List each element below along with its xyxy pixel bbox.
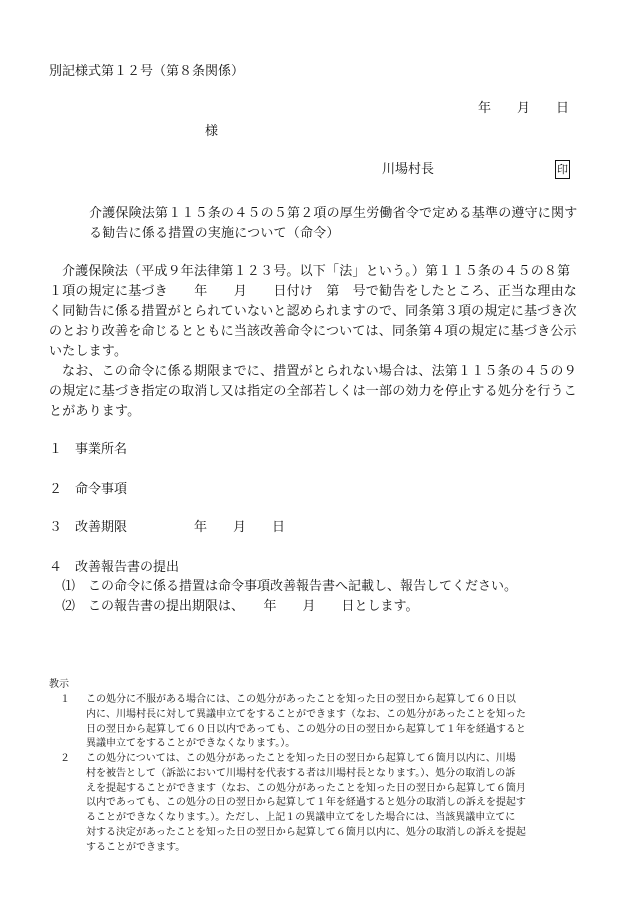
notice-line: えを提起することができます（なお、この処分があったことを知った日の翌日から起算して６箇月 bbox=[86, 782, 526, 794]
sub-item-number: ⑴ bbox=[62, 579, 76, 594]
form-number: 別記様式第１２号（第８条関係） bbox=[49, 64, 245, 79]
item-report-submission: ４ 改善報告書の提出 bbox=[49, 560, 180, 575]
notice-line: 日の翌日から起算して６０日以内であっても、この処分の日の翌日から起算して１年を経過すると bbox=[86, 723, 526, 735]
item-order-matters: ２ 命令事項 bbox=[49, 482, 128, 497]
notice-item-1 bbox=[60, 693, 586, 753]
addressee-suffix: 様 bbox=[205, 124, 219, 139]
notice-line: することができます。 bbox=[86, 841, 186, 853]
seal-mark: 印 bbox=[555, 160, 570, 179]
body-line: いたします。 bbox=[49, 344, 128, 359]
body-line: の規定に基づき指定の取消し又は指定の全部若しくは一部の効力を停止する処分を行うこ bbox=[49, 384, 578, 399]
body-text bbox=[49, 262, 609, 422]
notice-heading: 教示 bbox=[49, 679, 69, 690]
body-line: なお、この命令に係る期限までに、措置がとられない場合は、法第１１５条の４５の９ bbox=[62, 364, 577, 379]
subject bbox=[89, 204, 599, 244]
body-line: く同勧告に係る措置がとられていないと認められますので、同条第３項の規定に基づき次 bbox=[49, 304, 577, 319]
body-line: 介護保険法（平成９年法律第１２３号。以下「法」という。）第１１５条の４５の８第 bbox=[62, 264, 571, 279]
notice-line: 対する決定があったことを知った日の翌日から起算して６箇月以内に、処分の取消しの訴えを提起 bbox=[86, 826, 526, 838]
sub-item-2 bbox=[62, 597, 418, 617]
notice-item-2 bbox=[60, 752, 586, 857]
sub-item-text: この命令に係る措置は命令事項改善報告書へ記載し、報告してください。 bbox=[88, 579, 518, 594]
notice-line: ることができなくなります。）。ただし、上記１の異議申立てをした場合には、当該異議申立てに bbox=[86, 812, 516, 824]
body-line: １項の規定に基づき 年 月 日付け 第 号で勧告をしたところ、正当な理由な bbox=[49, 284, 578, 299]
notice-item-text bbox=[86, 693, 586, 752]
notice-item-number: ２ bbox=[60, 753, 70, 764]
notice-item-number: １ bbox=[60, 694, 70, 705]
notice-line: 異議申立てをすることができなくなります。）。 bbox=[86, 738, 296, 750]
item-deadline-label: ３ 改善期限 bbox=[49, 520, 128, 535]
item-office-name: １ 事業所名 bbox=[49, 442, 128, 457]
issuer-name: 川場村長 bbox=[382, 162, 435, 177]
notice-line: この処分に不服がある場合には、この処分があったことを知った日の翌日から起算して６０日以 bbox=[86, 694, 516, 705]
sub-item-1 bbox=[62, 577, 517, 597]
subject-line: る勧告に係る措置の実施について（命令） bbox=[89, 226, 340, 241]
notice-item-text bbox=[86, 752, 586, 856]
body-line: とがあります。 bbox=[49, 404, 141, 419]
date-line: 年 月 日 bbox=[478, 101, 570, 116]
item-deadline-date: 年 月 日 bbox=[194, 520, 286, 535]
sub-item-number: ⑵ bbox=[62, 599, 76, 614]
sub-item-text: この報告書の提出期限は、 年 月 日とします。 bbox=[88, 599, 419, 614]
notice-line: 村を被告として（訴訟において川場村を代表する者は川場村長となります。）、処分の取消しの訴 bbox=[86, 767, 516, 779]
notice-line: 以内であっても、この処分の日の翌日から起算して１年を経過すると処分の取消しの訴えを提起す bbox=[86, 797, 526, 809]
subject-line: 介護保険法第１１５条の４５の５第２項の厚生労働省令で定める基準の遵守に関す bbox=[89, 206, 578, 221]
notice-line: この処分については、この処分があったことを知った日の翌日から起算して６箇月以内に、川場 bbox=[86, 753, 516, 764]
notice-line: 内に、川場村長に対して異議申立てをすることができます（なお、この処分があったことを知った bbox=[86, 708, 526, 720]
body-line: のとおり改善を命じるとともに当該改善命令については、同条第４項の規定に基づき公示 bbox=[49, 324, 577, 339]
